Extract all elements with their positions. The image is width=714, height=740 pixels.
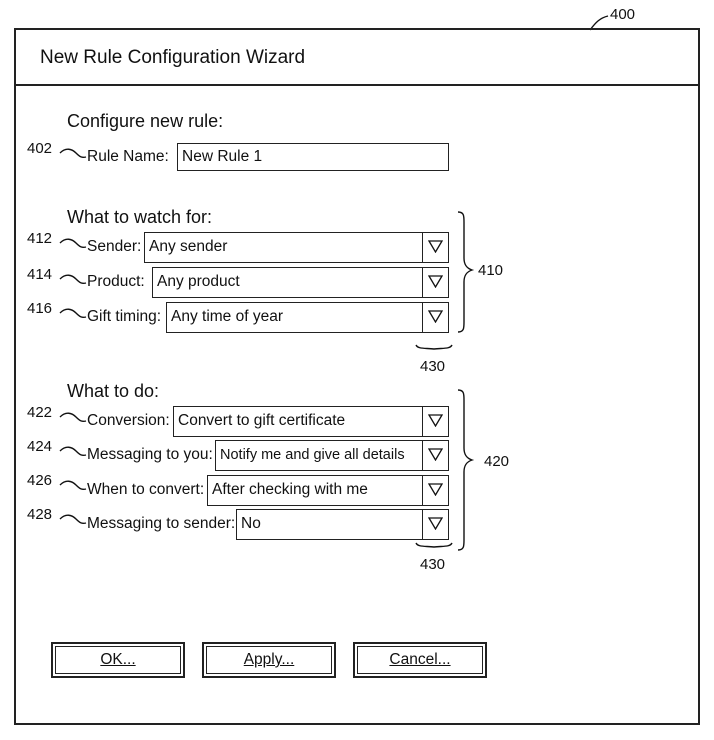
messaging-to-you-dropdown-button[interactable] [422,441,448,470]
triangle-down-icon [428,310,443,323]
gift-timing-dropdown[interactable] [166,302,449,333]
sender-dropdown[interactable] [144,232,449,263]
conversion-dropdown[interactable] [173,406,449,437]
apply-button[interactable]: Apply... [202,642,336,678]
reference-422: 422 [27,404,53,421]
when-to-convert-dropdown[interactable] [207,475,449,506]
sender-label: Sender: [87,238,142,255]
conversion-dropdown-button[interactable] [422,407,448,436]
reference-410: 410 [478,262,504,279]
product-label: Product: [87,273,145,290]
product-dropdown[interactable] [152,267,449,298]
title-bar [16,30,698,86]
configure-heading: Configure new rule: [67,111,224,131]
conversion-value: Convert to gift certificate [178,412,346,429]
product-value: Any product [157,273,240,290]
messaging-to-sender-value: No [241,515,261,532]
reference-424: 424 [27,438,53,455]
product-dropdown-button[interactable] [422,268,448,297]
messaging-to-you-dropdown[interactable] [215,440,449,471]
triangle-down-icon [428,517,443,530]
ok-button[interactable]: OK... [51,642,185,678]
conversion-label: Conversion: [87,412,170,429]
reference-428: 428 [27,506,53,523]
triangle-down-icon [428,240,443,253]
reference-426: 426 [27,472,53,489]
when-to-convert-label: When to convert: [87,481,205,498]
sender-dropdown-button[interactable] [422,233,448,262]
gift-timing-value: Any time of year [171,308,283,325]
wizard-window [14,28,700,725]
messaging-to-sender-dropdown[interactable] [236,509,449,540]
triangle-down-icon [428,414,443,427]
gift-timing-dropdown-button[interactable] [422,303,448,332]
cancel-button[interactable]: Cancel... [353,642,487,678]
do-heading: What to do: [67,381,160,401]
gift-timing-label: Gift timing: [87,308,162,325]
messaging-to-sender-label: Messaging to sender: [87,515,236,532]
messaging-to-you-label: Messaging to you: [87,446,213,463]
triangle-down-icon [428,448,443,461]
triangle-down-icon [428,275,443,288]
reference-412: 412 [27,230,53,247]
reference-402: 402 [27,140,53,157]
rule-name-label: Rule Name: [87,148,169,165]
sender-value: Any sender [149,238,228,255]
triangle-down-icon [428,483,443,496]
window-title: New Rule Configuration Wizard [40,47,306,68]
reference-420: 420 [484,453,510,470]
rule-name-input[interactable]: New Rule 1 [177,143,449,171]
watch-heading: What to watch for: [67,207,213,227]
reference-430-watch: 430 [420,358,446,375]
reference-414: 414 [27,266,53,283]
messaging-to-you-value: Notify me and give all details [220,447,405,463]
when-to-convert-dropdown-button[interactable] [422,476,448,505]
reference-430-do: 430 [420,556,446,573]
when-to-convert-value: After checking with me [212,481,368,498]
reference-416: 416 [27,300,53,317]
figure-reference-400: 400 [610,6,636,23]
messaging-to-sender-dropdown-button[interactable] [422,510,448,539]
